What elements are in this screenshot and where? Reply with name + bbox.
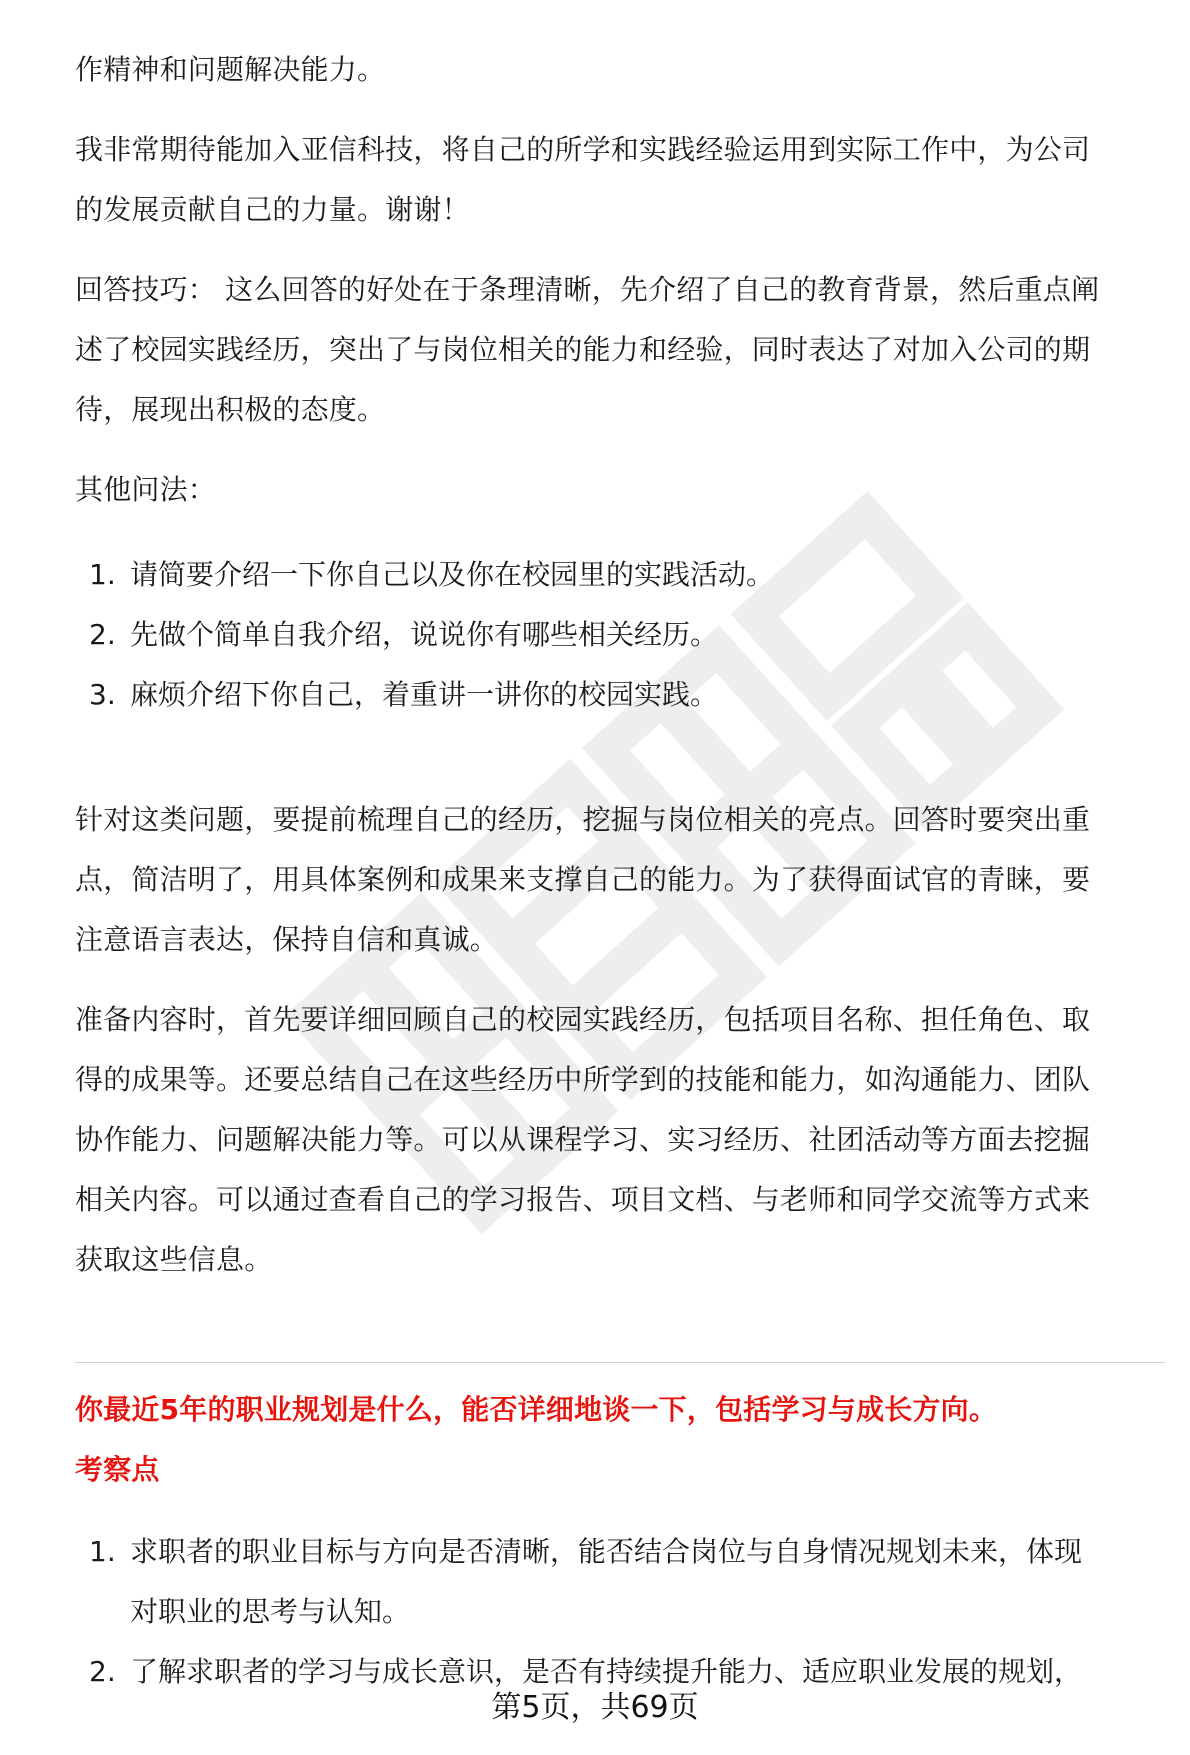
list-number: 2.	[89, 1655, 116, 1688]
paragraph-line: 针对这类问题，要提前梳理自己的经历，挖掘与岗位相关的亮点。回答时要突出重	[75, 803, 1091, 836]
paragraph-line: 回答技巧： 这么回答的好处在于条理清晰，先介绍了自己的教育背景，然后重点阐	[75, 273, 1100, 306]
paragraph-line: 待，展现出积极的态度。	[75, 393, 386, 426]
other-questions-heading: 其他问法：	[75, 473, 217, 506]
question-title: 你最近5年的职业规划是什么，能否详细地谈一下，包括学习与成长方向。	[75, 1393, 998, 1426]
paragraph-line: 得的成果等。还要总结自己在这些经历中所学到的技能和能力，如沟通能力、团队	[75, 1063, 1091, 1096]
paragraph-line: 准备内容时，首先要详细回顾自己的校园实践经历，包括项目名称、担任角色、取	[75, 1003, 1091, 1036]
paragraph-line: 作精神和问题解决能力。	[75, 53, 386, 86]
list-number: 1.	[89, 1535, 116, 1568]
list-item-text: 先做个简单自我介绍，说说你有哪些相关经历。	[130, 618, 719, 651]
paragraph-line: 我非常期待能加入亚信科技，将自己的所学和实践经验运用到实际工作中，为公司	[75, 133, 1091, 166]
paragraph-line: 点，简洁明了，用具体案例和成果来支撑自己的能力。为了获得面试官的青睐，要	[75, 863, 1091, 896]
list-item	[75, 1522, 1165, 1642]
list-item	[75, 545, 1165, 605]
list-item-text: 请简要介绍一下你自己以及你在校园里的实践活动。	[130, 558, 775, 591]
list-item	[75, 665, 1165, 725]
paragraph-line: 注意语言表达，保持自信和真诚。	[75, 923, 499, 956]
list-number: 1.	[89, 558, 116, 591]
list-item-text: 麻烦介绍下你自己，着重讲一讲你的校园实践。	[130, 678, 719, 711]
paragraph-line: 协作能力、问题解决能力等。可以从课程学习、实习经历、社团活动等方面去挖掘	[75, 1123, 1091, 1156]
paragraph-line: 的发展贡献自己的力量。谢谢！	[75, 193, 470, 226]
list-item-text: 求职者的职业目标与方向是否清晰，能否结合岗位与自身情况规划未来，体现	[130, 1535, 1083, 1568]
paragraph-line: 述了校园实践经历，突出了与岗位相关的能力和经验，同时表达了对加入公司的期	[75, 333, 1091, 366]
paragraph-line: 相关内容。可以通过查看自己的学习报告、项目文档、与老师和同学交流等方式来	[75, 1183, 1091, 1216]
section-label: 考察点	[75, 1453, 160, 1486]
paragraph-line: 获取这些信息。	[75, 1243, 273, 1276]
list-number: 2.	[89, 618, 116, 651]
document-page	[75, 0, 1165, 1755]
list-item-text: 了解求职者的学习与成长意识，是否有持续提升能力、适应职业发展的规划，	[130, 1655, 1083, 1688]
assessment-points-list	[75, 1522, 1165, 1702]
section-divider	[75, 1362, 1165, 1363]
page-footer	[0, 1688, 1190, 1728]
list-item	[75, 605, 1165, 665]
list-item-text: 对职业的思考与认知。	[130, 1595, 411, 1628]
page-number: 第5页，共69页	[491, 1690, 699, 1725]
other-questions-list	[75, 545, 1165, 725]
list-number: 3.	[89, 678, 116, 711]
